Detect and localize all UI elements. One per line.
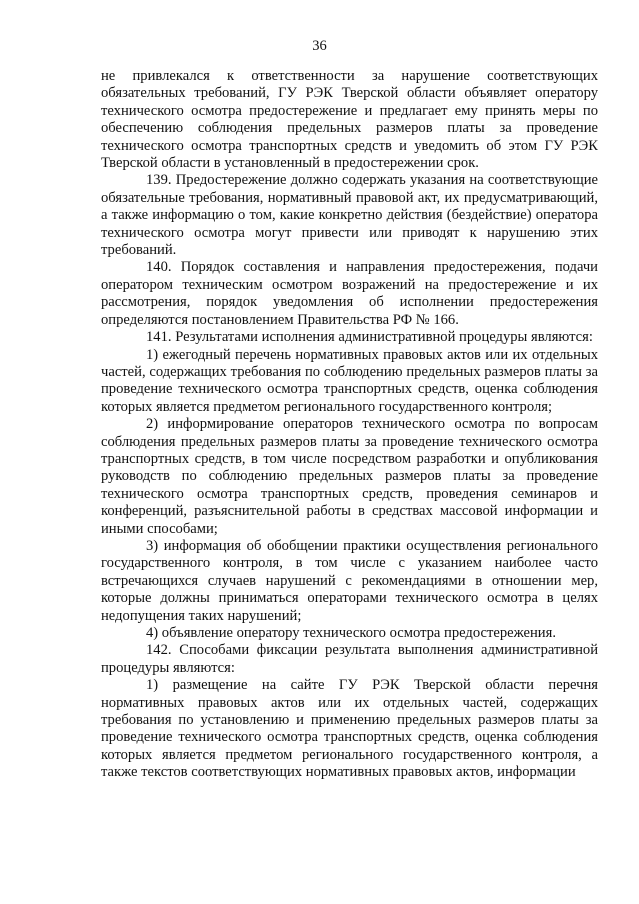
paragraph-142: 142. Способами фиксации результата выполнения административной процедуры являются:	[101, 642, 598, 676]
paragraph-141: 141. Результатами исполнения административной процедуры являются:	[146, 329, 593, 346]
list-item-141-3: 3) информация об обобщении практики осуществления регионального государственного контроля, в том числе с указанием наиболее часто встречающихся случаев нарушений с рекомендациями в отношении мер, которые должны приниматься операторами технического осмотра в целях недопущения таких нарушений;	[101, 537, 598, 624]
paragraph-continuation: не привлекался к ответственности за нарушение соответствующих обязательных требований, ГУ РЭК Тверской области объявляет оператору технического осмотра предостережение и предлагает ему принять меры по обеспечению соблюдения предельных размеров платы за проведение технического осмотра транспортных средств и уведомить об этом ГУ РЭК Тверской области в установленный в предостережении срок.	[101, 68, 598, 172]
paragraph-139: 139. Предостережение должно содержать указания на соответствующие обязательные требования, нормативный правовой акт, их предусматривающий, а также информацию о том, какие конкретно действия (бездействие) оператора технического осмотра могут привести или приводят к нарушению этих требований.	[101, 172, 598, 259]
paragraph-140: 140. Порядок составления и направления предостережения, подачи оператором техническим осмотром возражений на предостережение и их рассмотрения, порядок уведомления об исполнении предостережения определяются постановлением Правительства РФ № 166.	[101, 259, 598, 328]
list-item-142-1: 1) размещение на сайте ГУ РЭК Тверской области перечня нормативных правовых актов или их отдельных частей, содержащих требования по установлению и применению предельных размеров платы за проведение технического осмотра транспортных средств, оценка соблюдения которых является предметом регионального государственного контроля, а также текстов соответствующих нормативных правовых актов, информации	[101, 677, 598, 781]
page-number: 36	[312, 38, 327, 54]
document-body	[101, 68, 598, 782]
list-item-141-2: 2) информирование операторов технического осмотра по вопросам соблюдения предельных размеров платы за проведение технического осмотра транспортных средств, в том числе посредством разработки и опубликования руководств по соблюдению предельных размеров платы за проведение технического осмотра транспортных средств, проведения семинаров и конференций, разъяснительной работы в средствах массовой информации и иными способами;	[101, 416, 598, 537]
list-item-141-1: 1) ежегодный перечень нормативных правовых актов или их отдельных частей, содержащих требования по соблюдению предельных размеров платы за проведение технического осмотра транспортных средств, оценка соблюдения которых является предметом регионального государственного контроля;	[101, 346, 598, 415]
list-item-141-4: 4) объявление оператору технического осмотра предостережения.	[146, 625, 556, 641]
